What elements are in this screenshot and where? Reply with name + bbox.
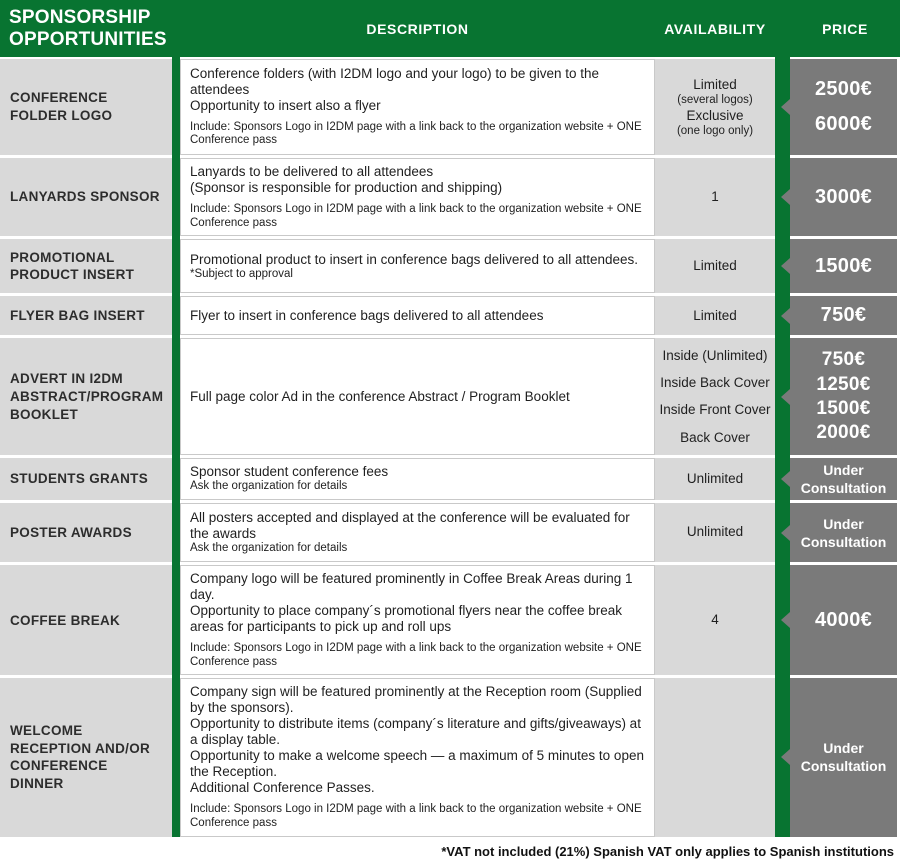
availability-cell xyxy=(655,338,775,455)
cell-line: 750€ xyxy=(820,304,867,327)
table-row xyxy=(0,338,897,455)
cell-line: Limited xyxy=(693,76,737,92)
availability-cell xyxy=(655,678,775,836)
table-row xyxy=(0,239,897,293)
cell-line: Unlimited xyxy=(686,470,744,486)
description-cell xyxy=(180,296,655,335)
header-spacer xyxy=(775,0,790,57)
cell-line: Under Consultation xyxy=(800,740,887,775)
cell-line: Flyer to insert in conference bags delivered to all attendees xyxy=(190,307,544,323)
table-row xyxy=(0,458,897,500)
cell-line: Include: Sponsors Logo in I2DM page with a link back to the organization website + ONE Conference pass xyxy=(190,202,642,229)
cell-line: All posters accepted and displayed at the conference will be evaluated for the awards xyxy=(190,509,630,541)
cell-line: Lanyards to be delivered to all attendees xyxy=(190,164,434,179)
table-row xyxy=(0,503,897,562)
page-title: SPONSORSHIP OPPORTUNITIES xyxy=(9,7,167,50)
cell-line: 1500€ xyxy=(814,254,873,277)
cell-line: 6000€ xyxy=(814,113,873,135)
availability-cell xyxy=(655,158,775,236)
table-row xyxy=(0,565,897,675)
row-title: PROMOTIONAL PRODUCT INSERT xyxy=(0,239,172,293)
cell-line: 4000€ xyxy=(814,608,873,631)
description-cell xyxy=(180,565,655,675)
cell-line: (one logo only) xyxy=(676,124,754,137)
cell-line: Company sign will be featured prominently at the Reception room (Supplied by the sponsors). xyxy=(190,684,642,716)
cell-line: Full page color Ad in the conference Abstract / Program Booklet xyxy=(190,388,570,404)
cell-line: Inside Front Cover xyxy=(659,402,771,418)
cell-line: Under Consultation xyxy=(800,462,887,497)
availability-cell xyxy=(655,458,775,500)
cell-line: Ask the organization for details xyxy=(190,541,348,554)
row-title: CONFERENCE FOLDER LOGO xyxy=(0,59,172,155)
table-row xyxy=(0,158,897,236)
cell-line: Inside (Unlimited) xyxy=(662,347,768,363)
availability-cell xyxy=(655,239,775,293)
table-row xyxy=(0,678,897,836)
description-cell xyxy=(180,503,655,562)
price-cell xyxy=(790,678,897,836)
cell-line: 2500€ xyxy=(814,78,873,100)
cell-line: Exclusive xyxy=(686,108,744,123)
price-cell xyxy=(790,503,897,562)
description-cell xyxy=(180,458,655,500)
table-row xyxy=(0,296,897,335)
cell-line: Company logo will be featured prominently in Coffee Break Areas during 1 day. xyxy=(190,571,633,603)
table-body xyxy=(0,57,900,837)
cell-line: Promotional product to insert in conference bags delivered to all attendees. xyxy=(190,251,639,267)
description-cell xyxy=(180,59,655,155)
price-cell xyxy=(790,158,897,236)
price-cell xyxy=(790,565,897,675)
cell-line: Opportunity to make a welcome speech — a maximum of 5 minutes to open the Reception. xyxy=(190,748,644,780)
row-title: STUDENTS GRANTS xyxy=(0,458,172,500)
price-cell xyxy=(790,296,897,335)
cell-line: Limited xyxy=(693,307,737,323)
cell-line: 3000€ xyxy=(814,185,873,208)
column-header-availability: AVAILABILITY xyxy=(664,20,766,37)
cell-line: Unlimited xyxy=(686,524,744,540)
cell-line: Include: Sponsors Logo in I2DM page with a link back to the organization website + ONE Conference pass xyxy=(190,802,642,829)
row-title: LANYARDS SPONSOR xyxy=(0,158,172,236)
cell-line: Sponsor student conference fees xyxy=(190,464,389,480)
description-cell xyxy=(180,239,655,293)
availability-cell xyxy=(655,503,775,562)
price-cell xyxy=(790,458,897,500)
cell-line: Limited xyxy=(693,258,737,273)
cell-line: 4 xyxy=(711,611,719,627)
cell-line: Include: Sponsors Logo in I2DM page with a link back to the organization website + ONE Conference pass xyxy=(190,641,642,668)
cell-line: 1500€ xyxy=(816,397,871,419)
availability-cell xyxy=(655,296,775,335)
table-row xyxy=(0,59,897,155)
price-cell xyxy=(790,239,897,293)
availability-cell xyxy=(655,565,775,675)
cell-line: 1 xyxy=(711,188,719,204)
cell-line: 750€ xyxy=(821,349,866,371)
vat-note: *VAT not included (21%) Spanish VAT only applies to Spanish institutions xyxy=(441,843,894,859)
row-title: FLYER BAG INSERT xyxy=(0,296,172,335)
cell-line: (Sponsor is responsible for production and shipping) xyxy=(190,179,503,195)
description-cell xyxy=(180,338,655,455)
cell-line: Opportunity to insert also a flyer xyxy=(190,97,381,113)
cell-line: *Subject to approval xyxy=(190,267,293,280)
row-title: WELCOME RECEPTION AND/OR CONFERENCE DINNER xyxy=(0,678,172,836)
cell-line: Conference folders (with I2DM logo and your logo) to be given to the attendees xyxy=(190,65,599,97)
column-header-price: PRICE xyxy=(822,20,868,37)
cell-line: 1250€ xyxy=(816,373,871,395)
row-title: POSTER AWARDS xyxy=(0,503,172,562)
cell-line: 2000€ xyxy=(816,422,871,444)
cell-line: Opportunity to place company´s promotional flyers near the coffee break areas for participants to pick up and roll ups xyxy=(190,603,622,634)
cell-line: Under Consultation xyxy=(800,515,887,550)
row-title: COFFEE BREAK xyxy=(0,565,172,675)
cell-line: Include: Sponsors Logo in I2DM page with a link back to the organization website + ONE Conference pass xyxy=(190,120,642,147)
availability-cell xyxy=(655,59,775,155)
cell-line: Ask the organization for details xyxy=(190,480,348,493)
cell-line: (several logos) xyxy=(677,93,753,106)
cell-line: Additional Conference Passes. xyxy=(190,780,375,795)
description-cell xyxy=(180,678,655,836)
row-title: ADVERT IN I2DM ABSTRACT/PROGRAM BOOKLET xyxy=(0,338,172,455)
cell-line: Back Cover xyxy=(680,429,750,445)
table-header xyxy=(0,0,900,57)
description-cell xyxy=(180,158,655,236)
column-header-description: DESCRIPTION xyxy=(366,20,469,37)
cell-line: Opportunity to distribute items (company´s literature and gifts/giveaways) at a display table. xyxy=(190,716,641,748)
price-cell xyxy=(790,59,897,155)
cell-line: Inside Back Cover xyxy=(660,375,770,391)
price-cell xyxy=(790,338,897,455)
